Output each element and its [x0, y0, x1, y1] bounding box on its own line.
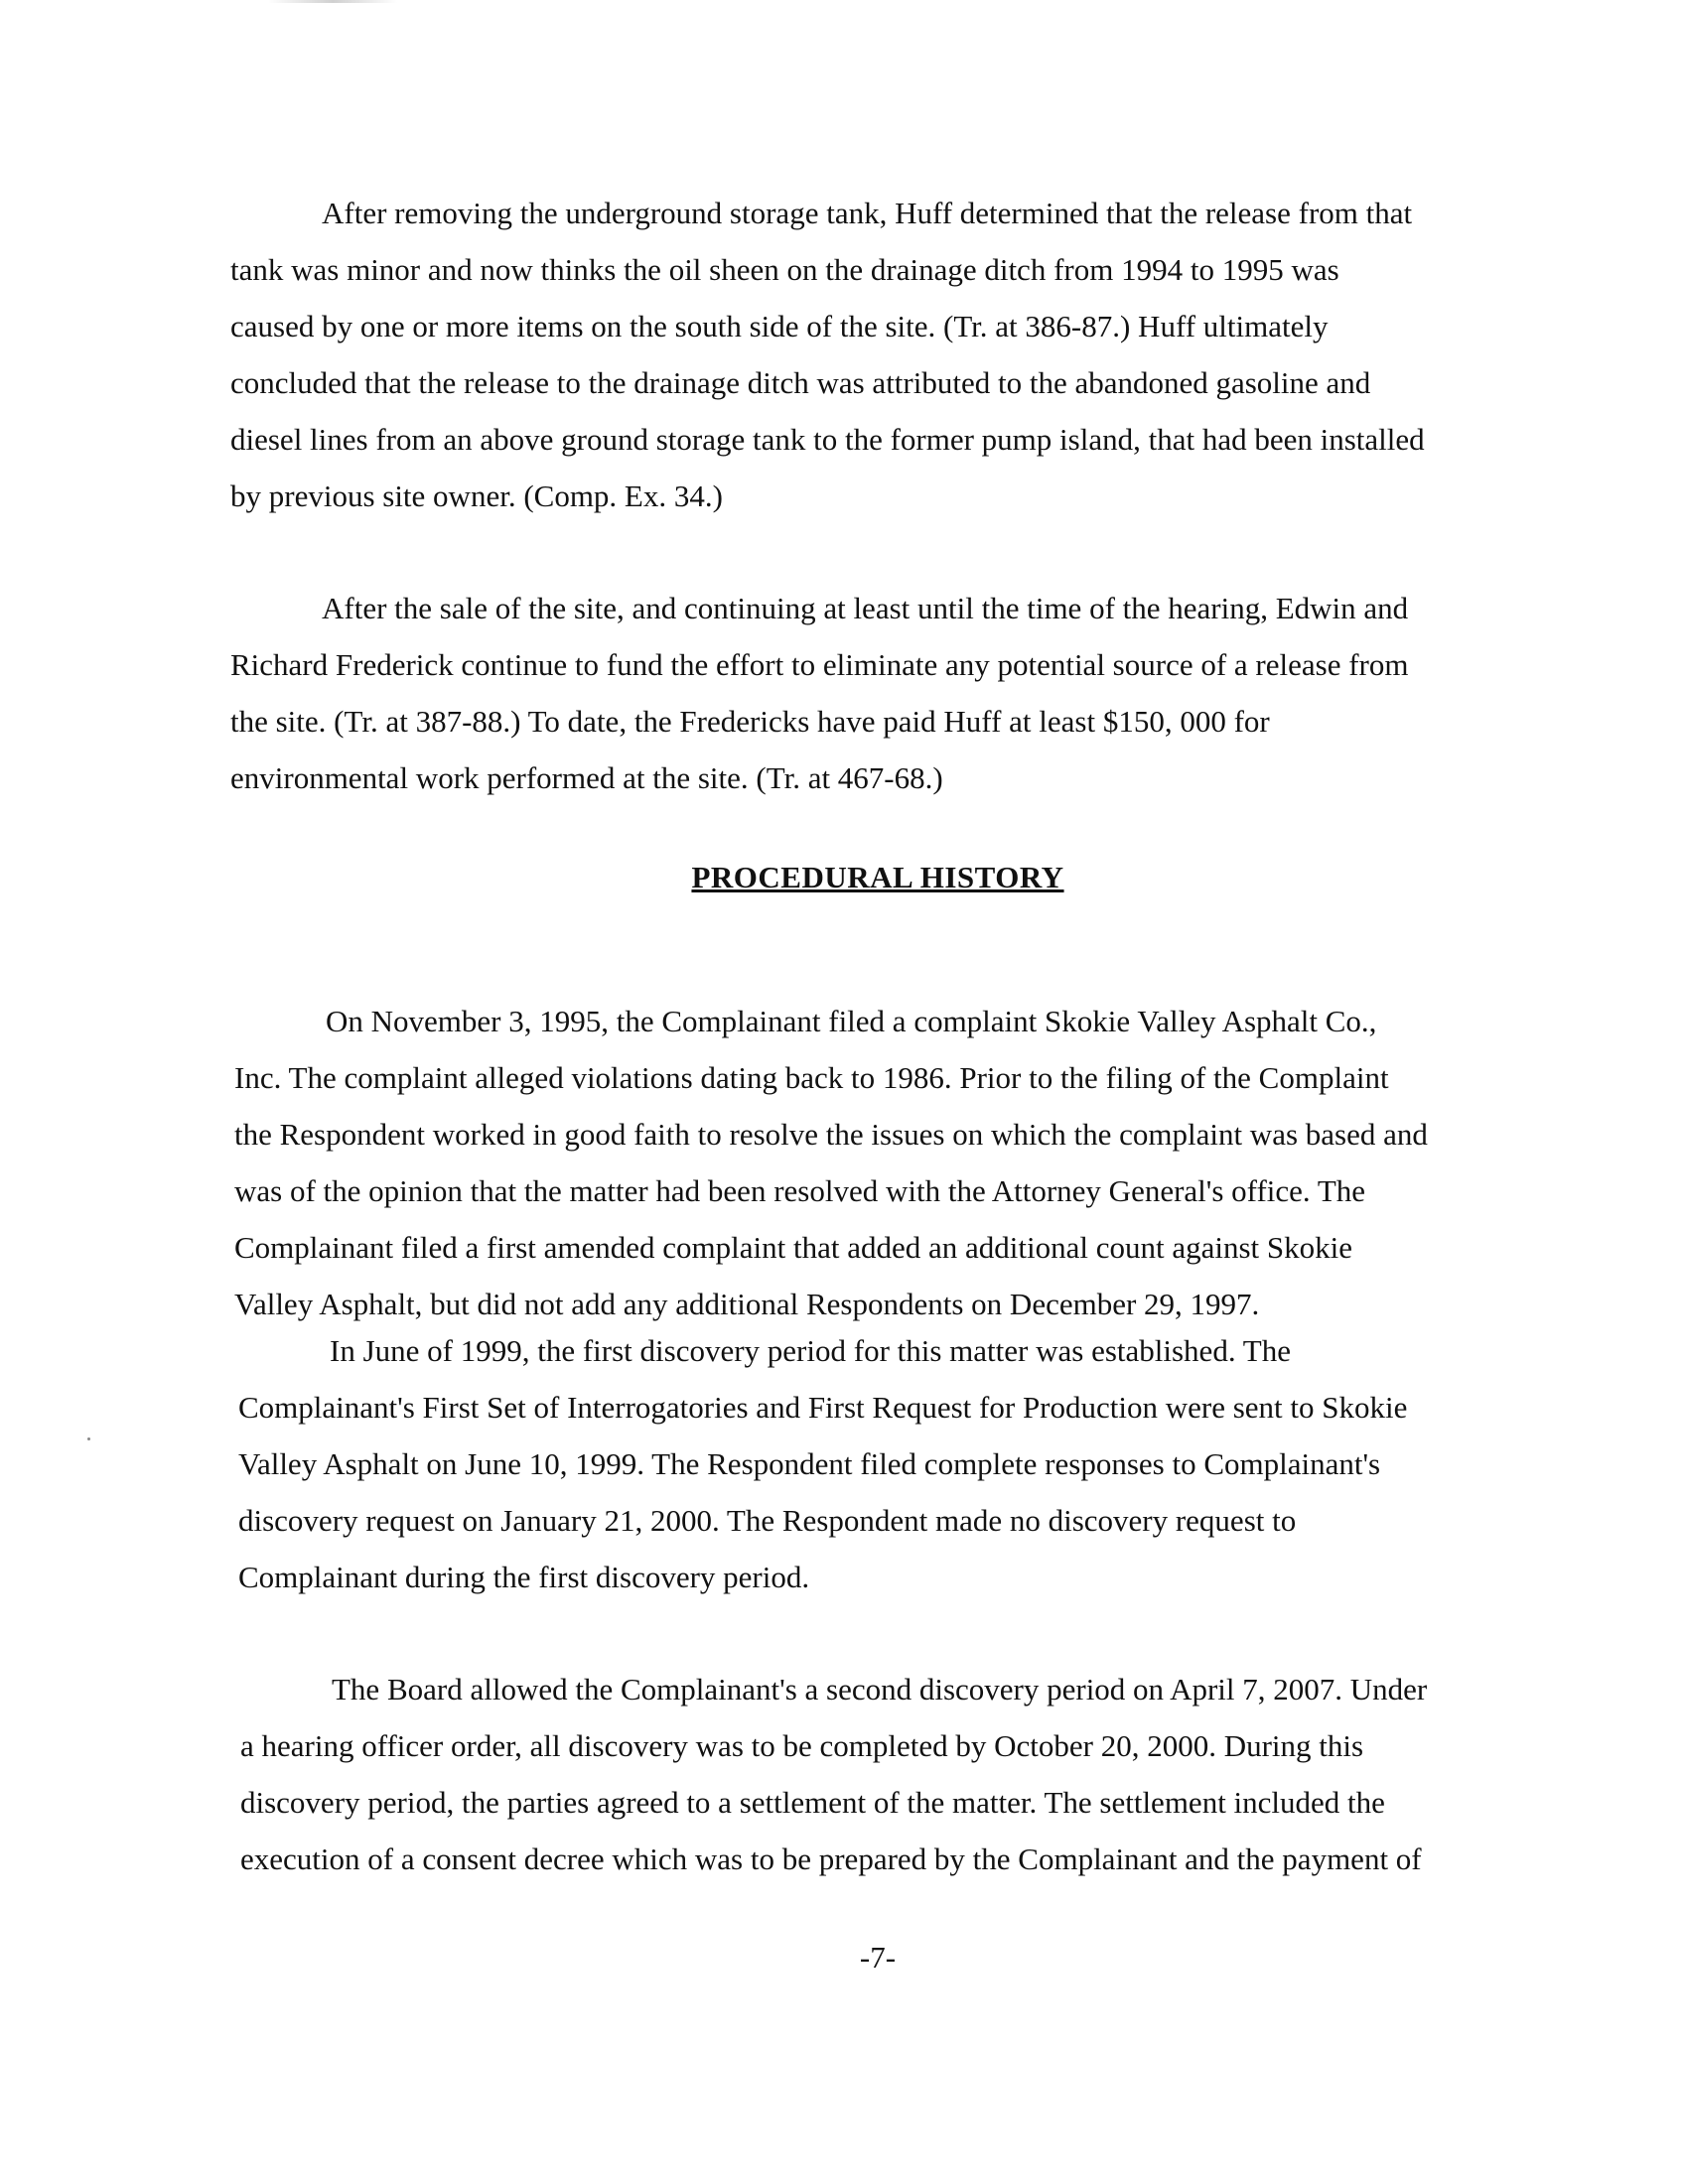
scan-artifact — [268, 0, 397, 3]
text-line: diesel lines from an above ground storage tank to the former pump island, that had been installed — [230, 422, 1425, 457]
text-line: was of the opinion that the matter had been resolved with the Attorney General's office. The — [234, 1173, 1366, 1208]
text-line: Richard Frederick continue to fund the effort to eliminate any potential source of a release from — [230, 647, 1409, 682]
text-line: the site. (Tr. at 387-88.) To date, the Fredericks have paid Huff at least $150, 000 for — [230, 704, 1270, 739]
text-line: a hearing officer order, all discovery was to be completed by October 20, 2000. During this — [240, 1728, 1364, 1763]
text-line: On November 3, 1995, the Complainant filed a complaint Skokie Valley Asphalt Co., — [326, 1004, 1377, 1038]
paragraph-site-sale — [230, 580, 1521, 806]
text-line: Inc. The complaint alleged violations dating back to 1986. Prior to the filing of the Complaint — [234, 1060, 1389, 1095]
section-heading-text: PROCEDURAL HISTORY — [691, 860, 1064, 894]
text-line: The Board allowed the Complainant's a second discovery period on April 7, 2007. Under — [332, 1672, 1428, 1706]
text-line: tank was minor and now thinks the oil sheen on the drainage ditch from 1994 to 1995 was — [230, 252, 1339, 287]
text-line: Complainant during the first discovery period. — [238, 1560, 810, 1594]
section-heading — [0, 860, 1684, 895]
scan-speck — [87, 1437, 90, 1440]
page-number-text: -7- — [859, 1940, 897, 1975]
text-line: Complainant filed a first amended complaint that added an additional count against Skokie — [234, 1230, 1353, 1265]
text-line: After removing the underground storage tank, Huff determined that the release from that — [322, 196, 1413, 230]
text-line: Valley Asphalt, but did not add any additional Respondents on December 29, 1997. — [234, 1287, 1260, 1321]
text-line: In June of 1999, the first discovery period for this matter was established. The — [330, 1333, 1291, 1368]
text-line: the Respondent worked in good faith to resolve the issues on which the complaint was based and — [234, 1117, 1428, 1152]
paragraph-underground-tank — [230, 185, 1521, 524]
page-number — [0, 1940, 1684, 1976]
text-line: discovery request on January 21, 2000. The Respondent made no discovery request to — [238, 1503, 1297, 1538]
text-line: Complainant's First Set of Interrogatories and First Request for Production were sent to Skokie — [238, 1390, 1408, 1425]
text-line: After the sale of the site, and continuing at least until the time of the hearing, Edwin and — [322, 591, 1409, 625]
text-line: concluded that the release to the drainage ditch was attributed to the abandoned gasoline and — [230, 365, 1371, 400]
text-line: Valley Asphalt on June 10, 1999. The Respondent filed complete responses to Complainant's — [238, 1446, 1381, 1481]
text-line: caused by one or more items on the south side of the site. (Tr. at 386-87.) Huff ultimately — [230, 309, 1329, 343]
text-line: environmental work performed at the site. (Tr. at 467-68.) — [230, 760, 943, 795]
paragraph-second-discovery — [240, 1661, 1531, 1887]
text-line: by previous site owner. (Comp. Ex. 34.) — [230, 478, 723, 513]
text-line: execution of a consent decree which was to be prepared by the Complainant and the payment of — [240, 1842, 1422, 1876]
text-line: discovery period, the parties agreed to a settlement of the matter. The settlement included the — [240, 1785, 1385, 1820]
paragraph-complaint-filed — [234, 993, 1525, 1332]
paragraph-first-discovery — [238, 1322, 1529, 1605]
